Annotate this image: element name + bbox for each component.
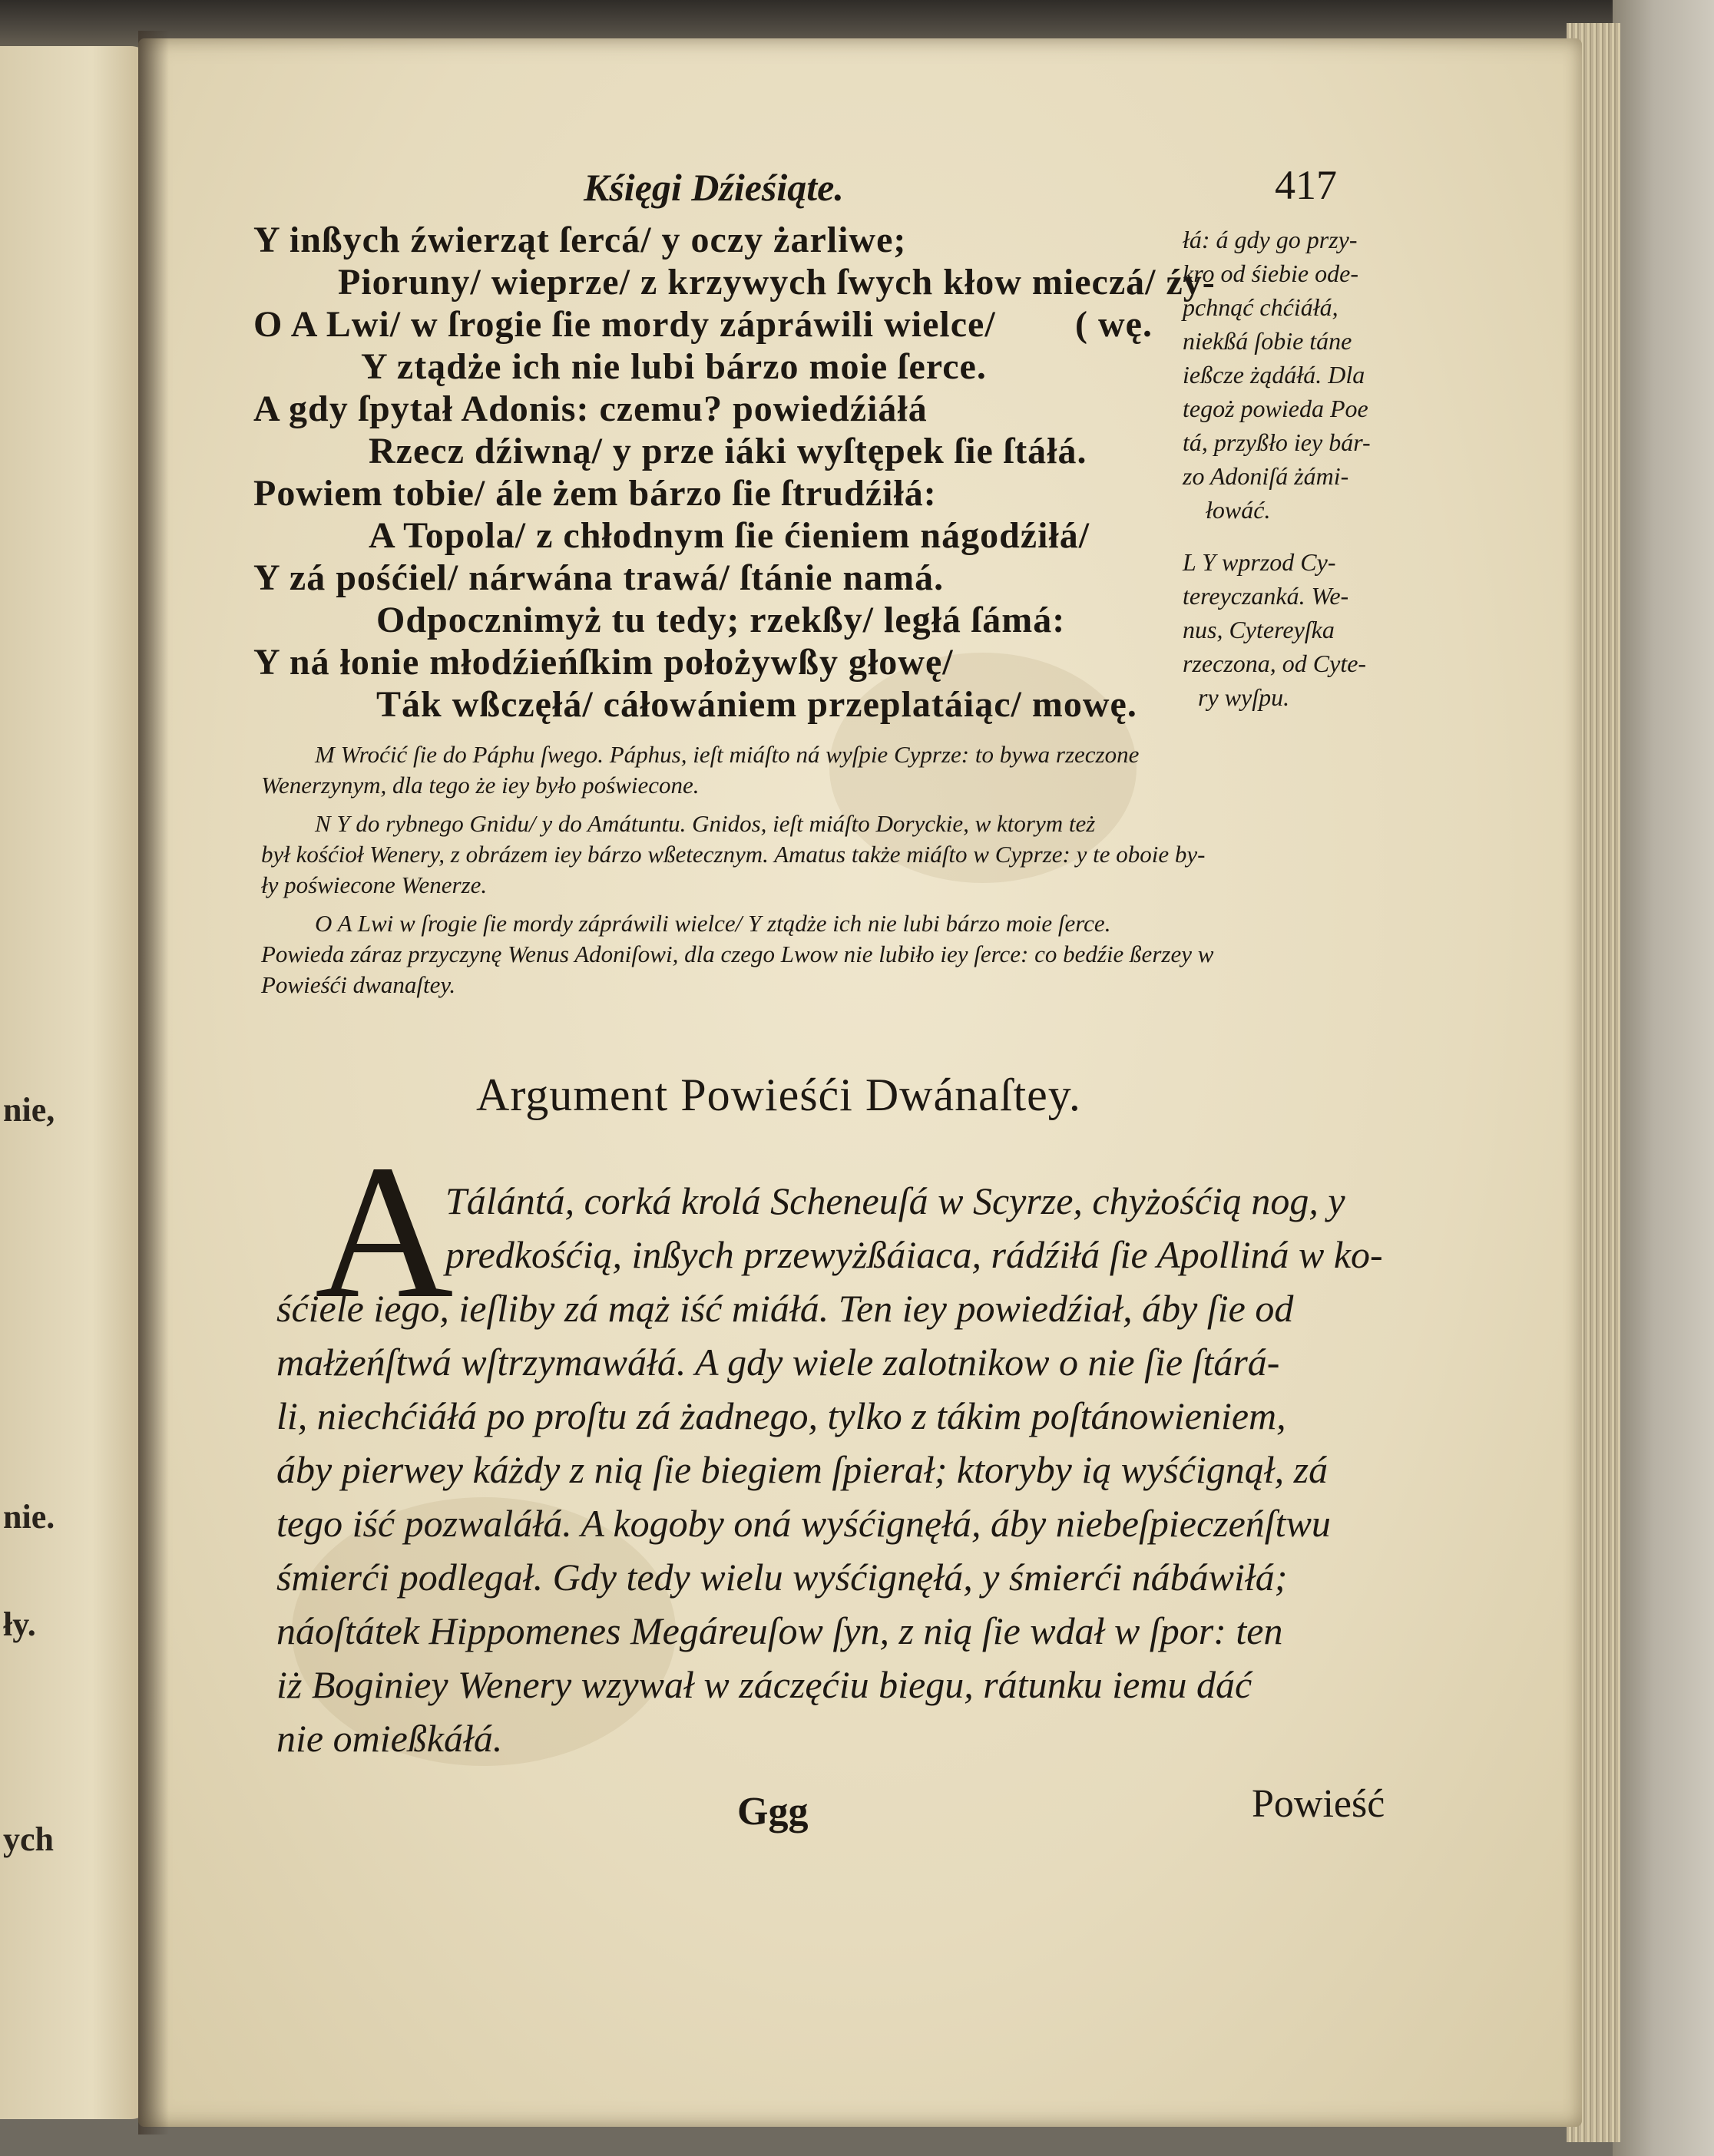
margin-note-line: łá: á gdy go przy- <box>1183 226 1358 253</box>
left-page-fragment: ły. <box>3 1605 36 1643</box>
left-page-fragment: nie, <box>3 1091 55 1129</box>
verse-line: Odpocznimyż tu tedy; rzekßy/ ległá ſámá: <box>376 600 1066 640</box>
verse-line: Pioruny/ wieprze/ z krzywych ſwych kłow mieczá/ źy- <box>338 262 1216 303</box>
footnote-line: M Wroćić ſie do Páphu ſwego. Páphus, ieſt miáſto ná wyſpie Cyprze: to bywa rzeczone <box>315 741 1140 768</box>
right-page <box>138 38 1582 2127</box>
margin-note-line: ießcze żądáłá. Dla <box>1183 361 1365 389</box>
argument-line: iż Boginiey Wenery wzywał w záczęćiu biegu, rátunku iemu dáć <box>276 1663 1252 1706</box>
footnote-line: był kośćioł Wenery, z obrázem iey bárzo wßetecznym. Amatus także miáſto w Cyprze: y te oboie by- <box>261 841 1206 868</box>
margin-note-line: łowáć. <box>1206 496 1271 524</box>
background-right <box>1613 0 1714 2156</box>
catchword: Powieść <box>1252 1782 1385 1826</box>
left-page-fragment: nie. <box>3 1498 55 1536</box>
verse-line: Rzecz dźiwną/ y prze iáki wyſtępek ſie ſtáłá. <box>369 431 1087 471</box>
running-header: Kśięgi Dźieśiąte. <box>584 166 844 209</box>
verse-line: Y inßych źwierząt ſercá/ y oczy żarliwe; <box>253 220 907 260</box>
verse-line: Ták wßczęłá/ cáłowániem przeplatáiąc/ mowę. <box>376 684 1137 725</box>
verse-line: Y ztądże ich nie lubi bárzo moie ſerce. <box>361 346 987 387</box>
spine-shadow <box>138 31 169 2135</box>
signature-mark: Ggg <box>737 1790 809 1834</box>
verse-line: A gdy ſpytał Adonis: czemu? powiedźiáłá <box>253 389 928 429</box>
argument-line: predkośćią, inßych przewyżßáiaca, rádźiłá ſie Apolliná w ko- <box>445 1233 1383 1276</box>
footnote-line: O A Lwi w ſrogie ſie mordy zápráwili wielce/ Y ztądże ich nie lubi bárzo moie ſerce. <box>315 910 1111 937</box>
margin-note-line: tá, przyßło iey bár- <box>1183 428 1371 456</box>
drop-capital: A <box>315 1126 454 1338</box>
margin-note-line: niekßá ſobie táne <box>1183 327 1352 355</box>
margin-note-line: zo Adoniſá żámi- <box>1183 462 1349 490</box>
argument-line: Tálántá, corká krolá Scheneuſá w Scyrze, chyżośćią nog, y <box>445 1179 1345 1222</box>
verse-line: Y ná łonie młodźieńſkim położywßy głowę/ <box>253 642 954 683</box>
left-page-fragment: ych <box>3 1820 54 1858</box>
argument-line: nie omießkáłá. <box>276 1717 503 1760</box>
verse-continuation: ( wę. <box>1075 304 1153 345</box>
footnote-line: Powieśći dwanaſtey. <box>261 971 456 998</box>
footnote-line: N Y do rybnego Gnidu/ y do Amátuntu. Gnidos, ieſt miáſto Doryckie, w ktorym też <box>315 810 1096 837</box>
verse-line: A Topola/ z chłodnym ſie ćieniem nágodźiłá/ <box>369 515 1090 556</box>
argument-line: náoſtátek Hippomenes Megáreuſow ſyn, z nią ſie wdał w ſpor: ten <box>276 1609 1283 1652</box>
left-page <box>0 46 154 2119</box>
argument-line: śmierći podlegał. Gdy tedy wielu wyśćignęłá, y śmierći nábáwiłá; <box>276 1556 1288 1599</box>
argument-line: áby pierwey káżdy z nią ſie biegiem ſpierał; ktoryby ią wyśćignął, zá <box>276 1448 1329 1491</box>
footnote-line: Powieda záraz przyczynę Wenus Adoniſowi, dla czego Lwow nie lubiło iey ſerce: co bedźie ßerzey w <box>261 941 1214 967</box>
margin-note-line: nus, Cytereyſka <box>1183 616 1335 643</box>
margin-note-line: kro od śiebie ode- <box>1183 260 1358 287</box>
margin-note-line: rzeczona, od Cyte- <box>1183 650 1367 677</box>
verse-line: Y zá pośćiel/ nárwána trawá/ ſtánie namá. <box>253 557 945 598</box>
verse-line: O A Lwi/ w ſrogie ſie mordy zápráwili wielce/ <box>253 304 996 345</box>
argument-line: małżeńſtwá wſtrzymawáłá. A gdy wiele zalotnikow o nie ſie ſtárá- <box>276 1341 1280 1384</box>
argument-line: tego iść pozwaláłá. A kogoby oná wyśćignęłá, áby niebeſpieczeńſtwu <box>276 1502 1331 1545</box>
margin-note-line: ry wyſpu. <box>1198 683 1290 711</box>
margin-note-line: pchnąć chćiáłá, <box>1183 293 1338 321</box>
footnote-line: Wenerzynym, dla tego że iey było poświecone. <box>261 772 700 799</box>
margin-note-line: L Y wprzod Cy- <box>1183 548 1336 576</box>
margin-note-line: tegoż powieda Poe <box>1183 395 1368 422</box>
margin-note-line: tereyczanká. We- <box>1183 582 1349 610</box>
page-number: 417 <box>1275 162 1337 208</box>
footnote-line: ły poświecone Wenerze. <box>261 871 488 898</box>
verse-line: Powiem tobie/ ále żem bárzo ſie ſtrudźiłá: <box>253 473 937 514</box>
section-heading: Argument Powieśći Dwánaſtey. <box>476 1070 1081 1120</box>
argument-line: śćiele iego, ieſliby zá mąż iść miáłá. Ten iey powiedźiał, áby ſie od <box>276 1287 1294 1330</box>
argument-line: li, niechćiáłá po proſtu zá żadnego, tylko z tákim poſtánowieniem, <box>276 1394 1286 1437</box>
